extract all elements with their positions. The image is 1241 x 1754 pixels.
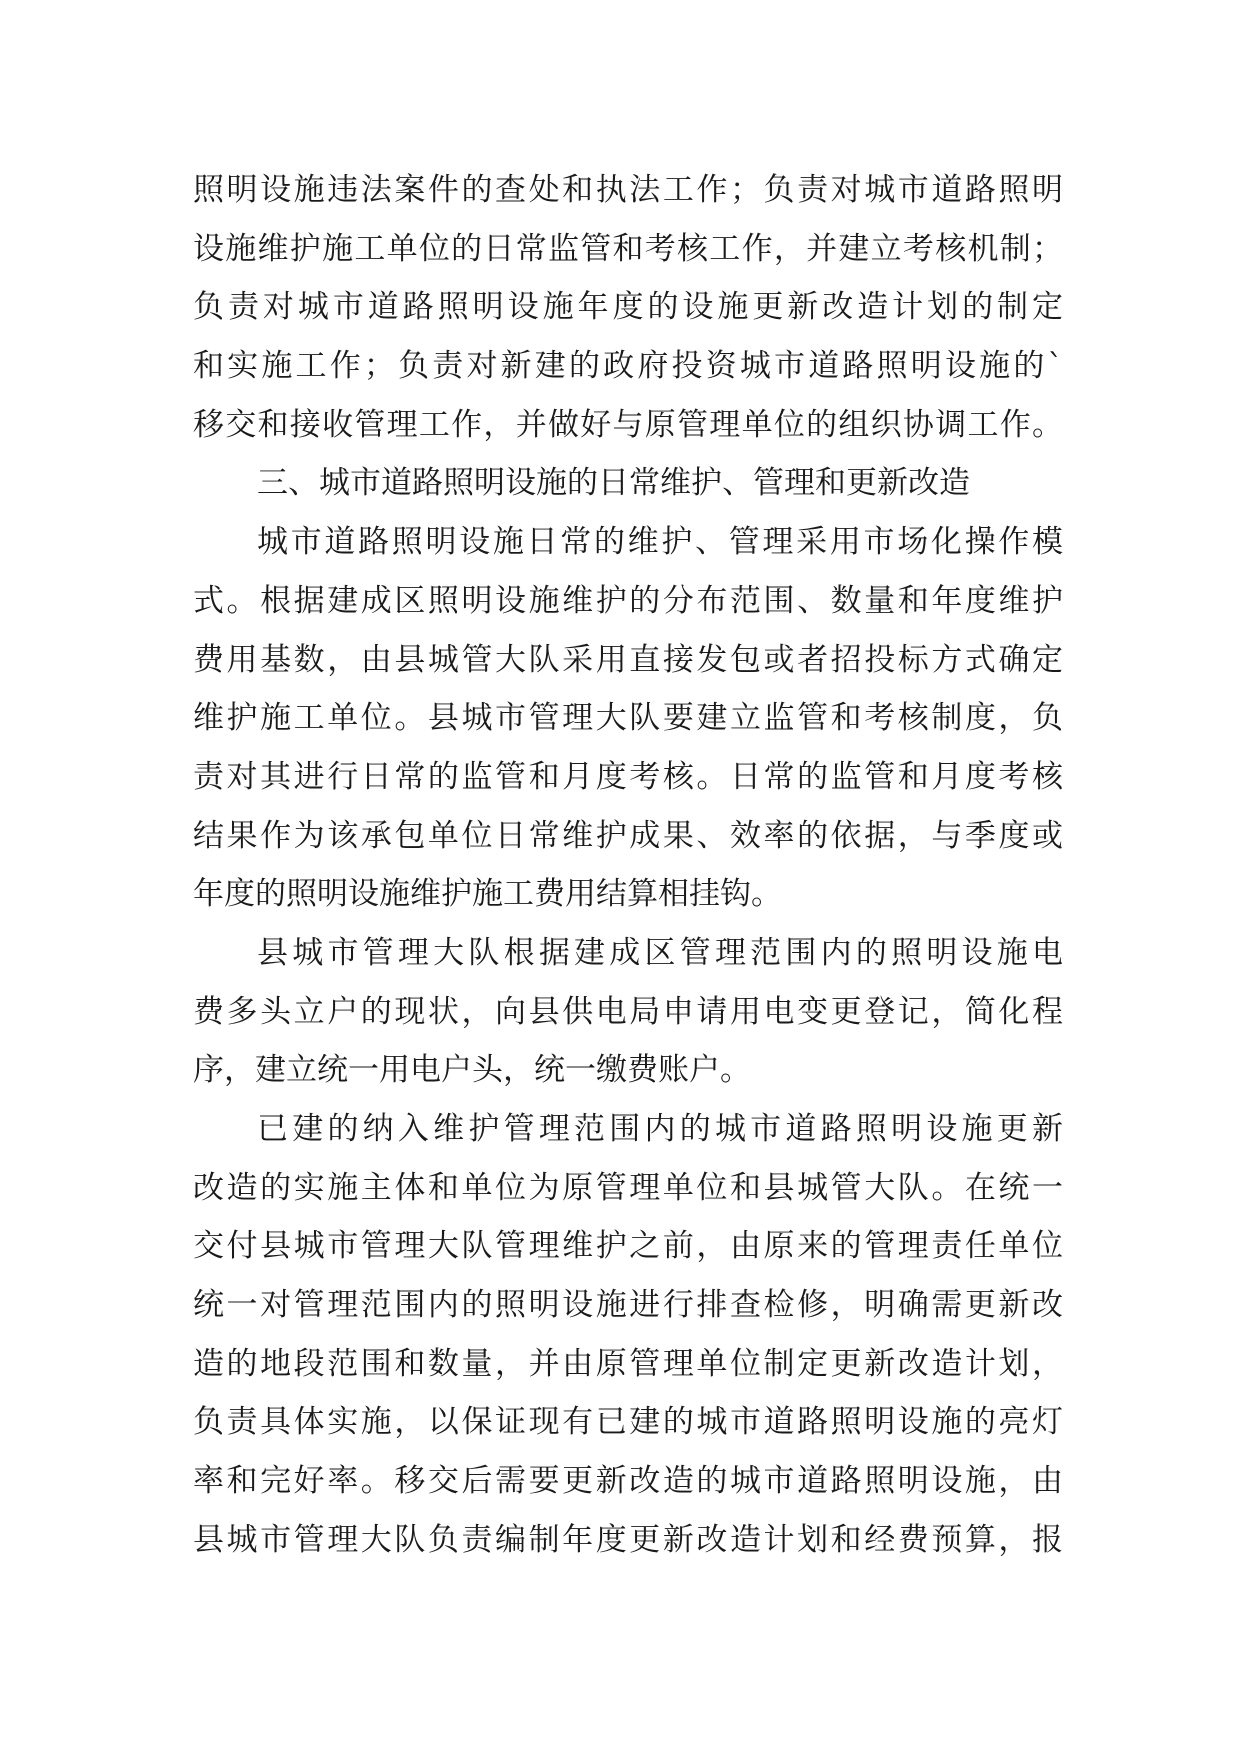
document-body (193, 161, 1063, 1570)
text-line: 费用基数，由县城管大队采用直接发包或者招投标方式确定 (193, 641, 1063, 678)
text-line: 县城市管理大队根据建成区管理范围内的照明设施电 (257, 934, 1063, 971)
text-line: 费多头立户的现状，向县供电局申请用电变更登记，简化程 (193, 993, 1063, 1030)
text-line: 设施维护施工单位的日常监管和考核工作，并建立考核机制； (193, 230, 1063, 267)
text-line: 已建的纳入维护管理范围内的城市道路照明设施更新 (257, 1111, 1063, 1147)
text-line: 交付县城市管理大队管理维护之前，由原来的管理责任单位 (193, 1228, 1063, 1265)
text-line: 县城市管理大队负责编制年度更新改造计划和经费预算，报 (193, 1521, 1063, 1558)
text-line: 和实施工作；负责对新建的政府投资城市道路照明设施的` (193, 348, 1063, 385)
text-line: 照明设施违法案件的查处和执法工作；负责对城市道路照明 (193, 172, 1063, 208)
text-line: 责对其进行日常的监管和月度考核。日常的监管和月度考核 (193, 758, 1063, 795)
text-line: 率和完好率。移交后需要更新改造的城市道路照明设施，由 (193, 1463, 1063, 1500)
text-line: 改造的实施主体和单位为原管理单位和县城管大队。在统一 (193, 1169, 1063, 1206)
text-line: 负责具体实施，以保证现有已建的城市道路照明设施的亮灯 (193, 1404, 1063, 1441)
text-line: 负责对城市道路照明设施年度的设施更新改造计划的制定 (193, 289, 1063, 326)
text-line: 序，建立统一用电户头，统一缴费账户。 (193, 1052, 751, 1089)
text-line: 城市道路照明设施日常的维护、管理采用市场化操作模 (257, 524, 1063, 561)
text-line: 统一对管理范围内的照明设施进行排查检修，明确需更新改 (193, 1287, 1063, 1324)
text-line: 结果作为该承包单位日常维护成果、效率的依据，与季度或 (193, 817, 1063, 854)
text-line: 维护施工单位。县城市管理大队要建立监管和考核制度，负 (193, 700, 1063, 737)
section-heading: 三、城市道路照明设施的日常维护、管理和更新改造 (257, 465, 970, 502)
text-line: 式。根据建成区照明设施维护的分布范围、数量和年度维护 (193, 582, 1063, 619)
text-line: 年度的照明设施维护施工费用结算相挂钩。 (193, 876, 782, 913)
text-line: 移交和接收管理工作，并做好与原管理单位的组织协调工作。 (193, 406, 1063, 443)
text-line: 造的地段范围和数量，并由原管理单位制定更新改造计划， (193, 1345, 1063, 1382)
